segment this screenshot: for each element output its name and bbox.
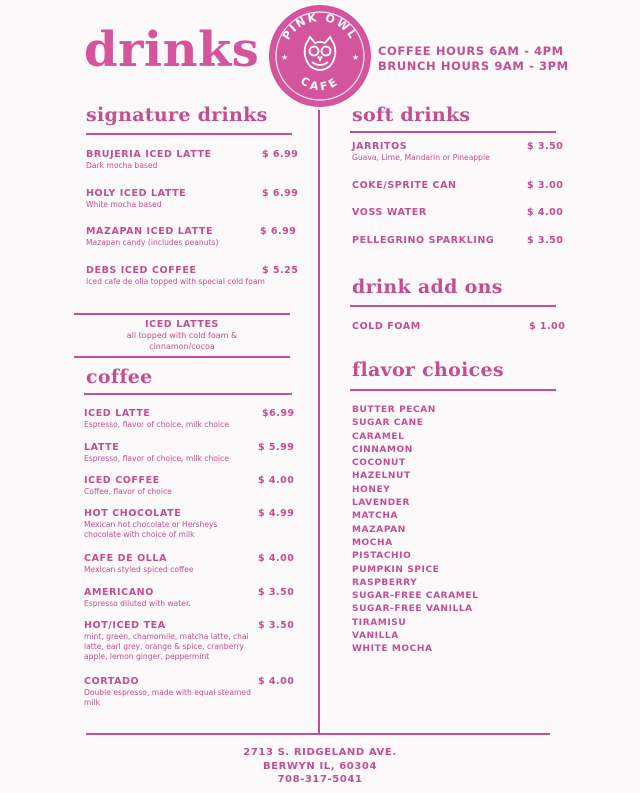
menu-item: HOT CHOCOLATE Mexican hot chocolate or Hersheys chocolate with choice of milk	[84, 508, 218, 539]
item-price: $ 6.99	[262, 149, 299, 160]
item-price: $ 5.99	[258, 442, 295, 453]
item-price: $ 4.00	[258, 475, 295, 486]
address-line2: BERWYN IL, 60304	[262, 760, 378, 772]
menu-item: VOSS WATER	[352, 207, 427, 218]
menu-item: COLD FOAM	[352, 321, 421, 332]
flavor-item: PUMPKIN SPICE	[352, 564, 440, 575]
menu-item: PELLEGRINO SPARKLING	[352, 235, 495, 246]
soft-drinks-divider	[350, 131, 556, 133]
flavor-item: SUGAR CANE	[352, 418, 424, 429]
menu-item: COKE/SPRITE CAN	[352, 180, 457, 191]
item-price: $ 3.50	[527, 141, 564, 152]
note-title: ICED LATTES	[145, 319, 219, 330]
flavor-item: MAZAPAN	[352, 524, 406, 535]
flavor-divider	[350, 389, 556, 391]
item-price: $ 3.50	[258, 587, 295, 598]
item-price: $ 4.00	[527, 207, 564, 218]
coffee-divider	[84, 393, 292, 395]
flavor-item: SUGAR-FREE CARAMEL	[352, 591, 479, 602]
logo-bottom-text: CAFE	[298, 74, 342, 94]
brunch-hours: BRUNCH HOURS 9AM - 3PM	[378, 59, 569, 73]
menu-item: HOLY ICED LATTE White mocha based	[86, 188, 187, 209]
item-price: $ 4.00	[258, 676, 295, 687]
menu-item: BRUJERIA ICED LATTE Dark mocha based	[86, 149, 212, 170]
flavor-item: TIRAMISU	[352, 617, 407, 628]
address-line1: 2713 S. RIDGELAND AVE.	[243, 747, 397, 758]
page-title: drinks	[84, 22, 260, 78]
flavor-item: HONEY	[352, 484, 391, 495]
menu-item: JARRITOS Guava, Lime, Mandarin or Pineapple	[352, 141, 490, 162]
flavor-item: RASPBERRY	[352, 577, 418, 588]
item-price: $ 5.25	[262, 265, 299, 276]
iced-lattes-note	[110, 319, 254, 352]
phone-number: 708-317-5041	[277, 774, 363, 785]
coffee-hours: COFFEE HOURS 6AM - 4PM	[378, 44, 564, 58]
logo-top-text: PINK OWL	[279, 10, 361, 43]
coffee-heading: coffee	[86, 366, 153, 388]
menu-item: HOT/ICED TEA mint, green, chamomile, matcha latte, chai latte, earl grey, orange & spice, cranberry apple, lemon ginger, peppermint	[84, 620, 249, 661]
flavor-choices-heading: flavor choices	[352, 359, 504, 381]
note-bottom-rule	[74, 356, 290, 358]
drink-add-ons-heading: drink add ons	[352, 276, 503, 298]
flavor-item: WHITE MOCHA	[352, 644, 433, 655]
column-divider	[318, 110, 320, 734]
soft-drinks-heading: soft drinks	[352, 104, 471, 126]
footer-divider	[86, 733, 550, 735]
flavor-item: MOCHA	[352, 537, 393, 548]
flavor-item: VANILLA	[352, 631, 399, 642]
flavor-item: COCONUT	[352, 458, 406, 469]
menu-item: LATTE Espresso, flavor of choice, milk choice	[84, 442, 229, 463]
flavor-item: PISTACHIO	[352, 551, 412, 562]
address-block	[200, 746, 440, 787]
owl-logo-icon	[268, 4, 372, 108]
flavor-item: BUTTER PECAN	[352, 405, 436, 415]
signature-divider	[86, 133, 292, 135]
item-price: $6.99	[262, 408, 295, 419]
flavor-item: CARAMEL	[352, 431, 405, 442]
signature-drinks-heading: signature drinks	[86, 104, 268, 126]
flavor-item: MATCHA	[352, 511, 399, 522]
pink-owl-cafe-logo	[268, 4, 372, 108]
item-price: $ 4.99	[258, 508, 295, 519]
svg-text:★: ★	[352, 53, 360, 62]
flavor-list	[352, 404, 478, 657]
item-price: $ 3.50	[527, 235, 564, 246]
note-top-rule	[74, 313, 290, 315]
menu-item: CORTADO Double espresso, made with equal steamed milk	[84, 676, 251, 707]
flavor-item: LAVENDER	[352, 498, 411, 509]
menu-item: CAFE DE OLLA Mexican styled spiced coffee	[84, 553, 194, 574]
menu-item: AMERICANO Espresso diluted with water.	[84, 587, 191, 608]
item-price: $ 3.00	[527, 180, 564, 191]
flavor-item: SUGAR-FREE VANILLA	[352, 604, 473, 615]
svg-text:★: ★	[281, 53, 289, 62]
flavor-item: HAZELNUT	[352, 471, 411, 482]
note-text: all topped with cold foam & cinnamon/cocoa	[126, 331, 238, 351]
menu-item: MAZAPAN ICED LATTE Mazapan candy (includes peanuts)	[86, 226, 219, 247]
item-price: $ 3.50	[258, 620, 295, 631]
menu-item: DEBS ICED COFFEE Iced cafe de olla topped with special cold foam	[86, 265, 265, 286]
flavor-item: CINNAMON	[352, 444, 413, 455]
item-price: $ 4.00	[258, 553, 295, 564]
item-price: $ 6.99	[262, 188, 299, 199]
menu-item: ICED LATTE Espresso, flavor of choice, milk choice	[84, 408, 229, 429]
hours-block	[378, 44, 569, 74]
item-price: $ 6.99	[260, 226, 297, 237]
add-ons-divider	[350, 305, 556, 307]
menu-item: ICED COFFEE Coffee, flavor of choice	[84, 475, 172, 496]
item-price: $ 1.00	[529, 321, 566, 332]
